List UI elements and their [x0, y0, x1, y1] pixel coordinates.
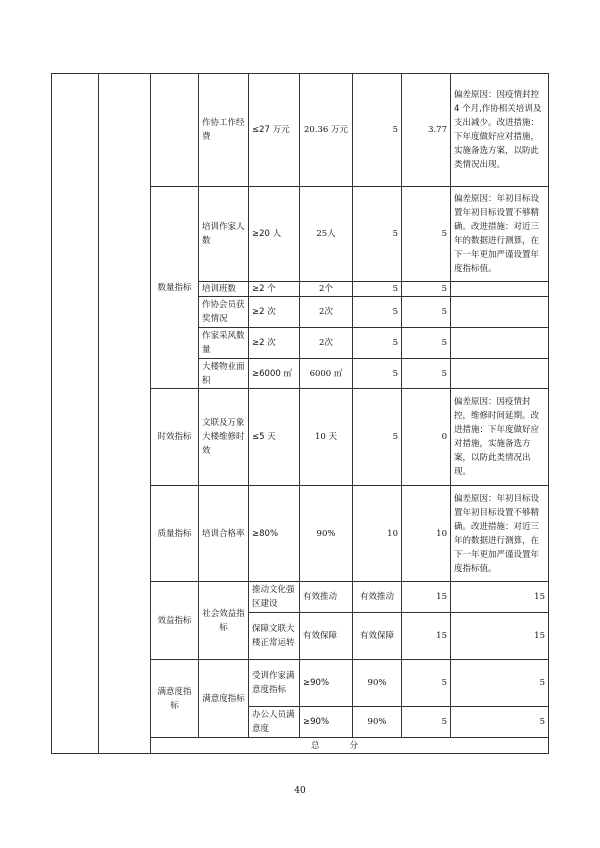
actual-cell: 90% — [353, 660, 402, 707]
note-cell: 偏差原因：年初目标设置年初目标设置不够精确。改进措施：对近三年的数据进行测算，在下一年更加严谨设置年度指标值。 — [451, 187, 549, 282]
weight-cell: 10 — [353, 486, 402, 582]
note-cell: 偏差原因：因疫情封控 4 个月,作协相关培训及支出减少。改进措施：下年度做好应对措施，实施备选方案，以防此类情况出现。 — [451, 74, 549, 187]
category-satisfaction-sub: 满意度指标 — [199, 660, 249, 738]
page-number: 40 — [294, 786, 306, 796]
target-cell: ≤27 万元 — [249, 74, 300, 187]
actual-cell: 6000 ㎡ — [300, 359, 353, 389]
score-cell: 0 — [402, 389, 451, 486]
weight-cell: 5 — [353, 74, 402, 187]
weight-cell: 15 — [402, 613, 451, 660]
level1b-cell-empty — [99, 74, 151, 754]
actual-cell: 2次 — [300, 297, 353, 328]
weight-cell: 5 — [353, 389, 402, 486]
target-cell: 有效保障 — [300, 613, 353, 660]
indicator-cell: 推动文化强区建设 — [249, 582, 300, 613]
note-cell — [451, 328, 549, 359]
category-quantity: 数量指标 — [151, 187, 199, 389]
indicator-cell: 培训班数 — [199, 282, 249, 297]
indicator-cell: 办公人员满意度 — [249, 707, 300, 738]
score-cell: 5 — [451, 660, 549, 707]
indicator-cell: 受训作家满意度指标 — [249, 660, 300, 707]
target-cell: ≥20 人 — [249, 187, 300, 282]
target-cell: ≥2 次 — [249, 328, 300, 359]
score-cell: 15 — [451, 582, 549, 613]
category-quality: 质量指标 — [151, 486, 199, 582]
indicator-cell: 作家采风数量 — [199, 328, 249, 359]
indicator-cell: 培训作家人数 — [199, 187, 249, 282]
actual-cell: 2个 — [300, 282, 353, 297]
score-cell: 10 — [402, 486, 451, 582]
score-cell: 5 — [402, 359, 451, 389]
category-timeliness: 时效指标 — [151, 389, 199, 486]
indicator-cell: 作协会员获奖情况 — [199, 297, 249, 328]
note-cell: 偏差原因：因疫情封控，维修时间延期。改进措施：下年度做好应对措施，实施备选方案，以防此类情况出现。 — [451, 389, 549, 486]
score-cell: 5 — [451, 707, 549, 738]
note-cell — [451, 297, 549, 328]
category-social-benefit: 社会效益指标 — [199, 582, 249, 660]
performance-table — [51, 73, 549, 754]
indicator-cell: 作协工作经费 — [199, 74, 249, 187]
indicator-cell: 保障文联大楼正常运转 — [249, 613, 300, 660]
category-satisfaction: 满意度指标 — [151, 660, 199, 738]
score-cell: 3.77 — [402, 74, 451, 187]
target-cell: ≥6000 ㎡ — [249, 359, 300, 389]
target-cell: ≥2 次 — [249, 297, 300, 328]
indicator-cell: 培训合格率 — [199, 486, 249, 582]
indicator-cell: 文联及万象大楼维修时效 — [199, 389, 249, 486]
weight-cell: 5 — [353, 328, 402, 359]
table-row — [52, 74, 549, 187]
weight-cell: 15 — [402, 582, 451, 613]
level2-cell-empty — [151, 74, 199, 187]
total-label: 总分 — [151, 738, 549, 754]
weight-cell: 5 — [353, 359, 402, 389]
indicator-cell: 大楼物业面积 — [199, 359, 249, 389]
score-cell: 5 — [402, 297, 451, 328]
actual-cell: 10 天 — [300, 389, 353, 486]
level1-cell-empty — [52, 74, 99, 754]
note-cell: 偏差原因：年初目标设置年初目标设置不够精确。改进措施：对近三年的数据进行测算，在下一年更加严谨设置年度指标值。 — [451, 486, 549, 582]
target-cell: ≤5 天 — [249, 389, 300, 486]
actual-cell: 20.36 万元 — [300, 74, 353, 187]
score-cell: 5 — [402, 328, 451, 359]
weight-cell: 5 — [353, 187, 402, 282]
actual-cell: 90% — [300, 486, 353, 582]
actual-cell: 2次 — [300, 328, 353, 359]
score-cell: 5 — [402, 187, 451, 282]
target-cell: ≥2 个 — [249, 282, 300, 297]
weight-cell: 5 — [402, 707, 451, 738]
score-cell: 5 — [402, 282, 451, 297]
note-cell — [451, 282, 549, 297]
actual-cell: 90% — [353, 707, 402, 738]
target-cell: ≥80% — [249, 486, 300, 582]
weight-cell: 5 — [353, 282, 402, 297]
target-cell: 有效推动 — [300, 582, 353, 613]
actual-cell: 有效推动 — [353, 582, 402, 613]
category-benefit: 效益指标 — [151, 582, 199, 660]
actual-cell: 有效保障 — [353, 613, 402, 660]
target-cell: ≥90% — [300, 707, 353, 738]
weight-cell: 5 — [402, 660, 451, 707]
score-cell: 15 — [451, 613, 549, 660]
target-cell: ≥90% — [300, 660, 353, 707]
weight-cell: 5 — [353, 297, 402, 328]
actual-cell: 25人 — [300, 187, 353, 282]
note-cell — [451, 359, 549, 389]
